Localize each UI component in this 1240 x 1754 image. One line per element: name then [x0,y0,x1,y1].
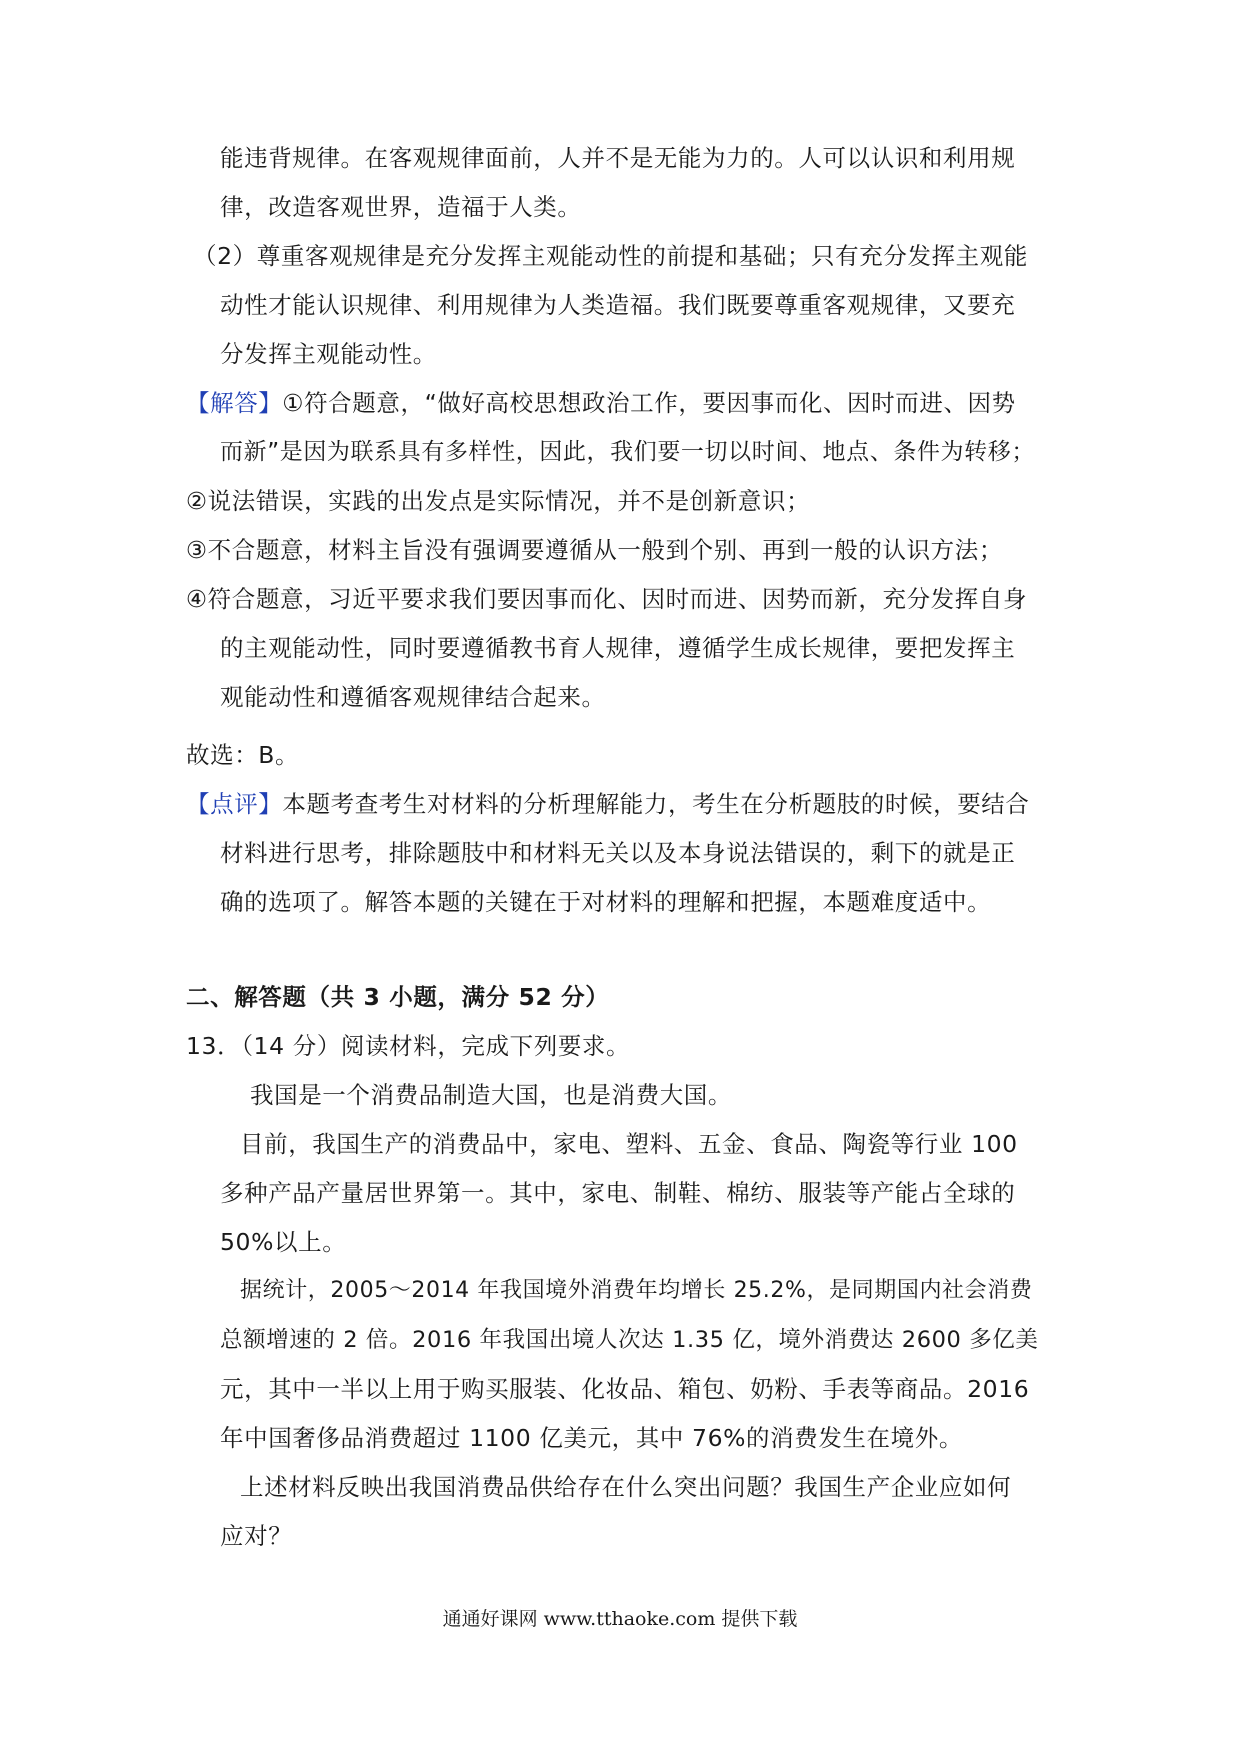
comment-text-1: 本题考查考生对材料的分析理解能力，考生在分析题肢的时候，要结合 [282,790,1030,818]
answer-line-1 [186,386,1016,420]
answer-line-3: ②说法错误，实践的出发点是实际情况，并不是创新意识； [186,487,811,515]
question-13-paragraph-1: 我国是一个消费品制造大国，也是消费大国。 [250,1081,732,1109]
answer-line-2: 而新”是因为联系具有多样性，因此，我们要一切以时间、地点、条件为转移； [220,439,1035,465]
page-footer: 通通好课网 www.tthaoke.com 提供下载 [442,1608,798,1630]
question-13-paragraph-3-line-3: 元，其中一半以上用于购买服装、化妆品、箱包、奶粉、手表等商品。2016 [220,1375,1030,1403]
comment-line-2: 材料进行思考，排除题肢中和材料无关以及本身说法错误的，剩下的就是正 [220,839,1016,867]
question-13-paragraph-2-line-3: 50%以上。 [220,1228,347,1256]
question-13-header: 13．（14 分）阅读材料，完成下列要求。 [186,1032,631,1060]
analysis-point-2-line-2: 动性才能认识规律、利用规律为人类造福。我们既要尊重客观规律，又要充 [220,291,1016,319]
question-13-paragraph-2-line-1: 目前，我国生产的消费品中，家电、塑料、五金、食品、陶瓷等行业 100 [240,1130,1018,1158]
question-13-prompt-line-2: 应对？ [220,1522,293,1550]
answer-line-6: 的主观能动性，同时要遵循教书育人规律，遵循学生成长规律，要把发挥主 [220,634,1016,662]
question-13-prompt-line-1: 上述材料反映出我国消费品供给存在什么突出问题？我国生产企业应如何 [240,1473,1012,1501]
comment-tag: 【点评】 [186,790,283,818]
analysis-point-2-line-3: 分发挥主观能动性。 [220,340,437,368]
section-title: 二、解答题（共 3 小题，满分 52 分） [186,983,610,1011]
question-13-paragraph-3-line-1: 据统计，2005～2014 年我国境外消费年均增长 25.2%，是同期国内社会消费 [240,1278,1033,1303]
analysis-point-2-line-1: （2）尊重客观规律是充分发挥主观能动性的前提和基础；只有充分发挥主观能 [193,242,1028,270]
answer-tag: 【解答】 [186,389,283,417]
question-13-paragraph-3-line-4: 年中国奢侈品消费超过 1100 亿美元，其中 76%的消费发生在境外。 [220,1424,963,1452]
comment-line-3: 确的选项了。解答本题的关键在于对材料的理解和把握，本题难度适中。 [220,888,992,916]
answer-line-4: ③不合题意，材料主旨没有强调要遵循从一般到个别、再到一般的认识方法； [186,536,1003,564]
analysis-line-1: 能违背规律。在客观规律面前，人并不是无能为力的。人可以认识和利用规 [220,144,1016,172]
analysis-line-2: 律，改造客观世界，造福于人类。 [220,193,582,221]
question-13-paragraph-3-line-2: 总额增速的 2 倍。2016 年我国出境人次达 1.35 亿，境外消费达 2600 多亿美 [220,1327,1039,1353]
answer-line-5: ④符合题意，习近平要求我们要因事而化、因时而进、因势而新，充分发挥自身 [186,585,1028,613]
comment-line-1 [186,787,1030,821]
question-13-paragraph-2-line-2: 多种产品产量居世界第一。其中，家电、制鞋、棉纺、服装等产能占全球的 [220,1179,1016,1207]
answer-choice: 故选：B。 [186,741,300,769]
answer-text-1: ①符合题意，“做好高校思想政治工作，要因事而化、因时而进、因势 [282,389,1016,417]
answer-line-7: 观能动性和遵循客观规律结合起来。 [220,683,606,711]
